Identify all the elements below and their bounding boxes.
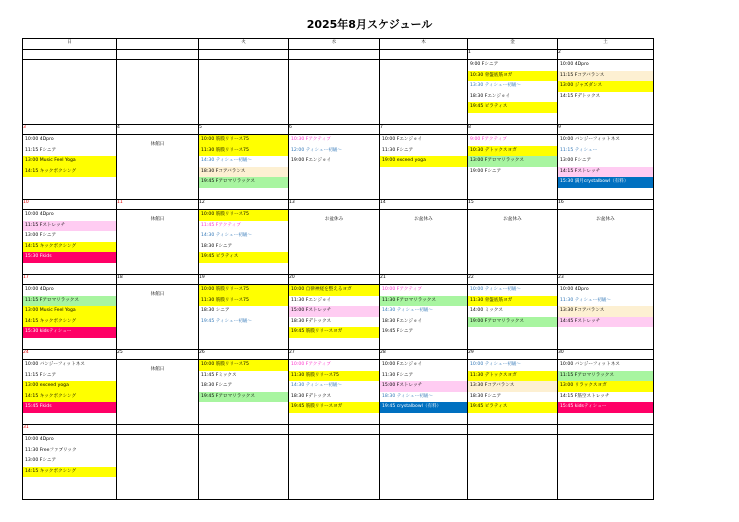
day-cell: [117, 60, 199, 125]
date-number: [380, 50, 468, 60]
class-event: 15:30 満月crystalbowl（有料）: [558, 177, 653, 188]
class-event: 10:00 4Dpro: [25, 212, 54, 217]
events-row: [23, 435, 654, 500]
date-number: 19: [199, 275, 289, 285]
day-cell: [199, 435, 289, 500]
date-row: [23, 275, 654, 285]
day-cell: [117, 135, 199, 200]
class-event: 11:15 Fシニア: [25, 372, 57, 378]
date-number: [289, 50, 380, 60]
day-cell: [23, 135, 117, 200]
class-event: 13:00 Music Feel Yoga: [23, 306, 116, 317]
class-event: 10:00 筋膜リリース75: [199, 210, 288, 221]
class-event: 14:15 キックボクシング: [23, 467, 116, 478]
class-event: 10:00 ティシュー初級〜: [470, 287, 521, 292]
date-row: [23, 425, 654, 435]
class-event: 14:15 F筋空ストレッチ: [560, 393, 610, 399]
day-cell: [468, 435, 558, 500]
day-cell: [380, 60, 468, 125]
day-cell: [289, 360, 380, 425]
class-event: 10:00 Fエンジョイ: [382, 362, 423, 367]
date-number: [289, 425, 380, 435]
class-event: 14:15 キックボクシング: [23, 167, 116, 178]
class-event: 10:00 ティシュー初級〜: [470, 362, 521, 367]
date-number: 5: [199, 125, 289, 135]
class-event: 19:45 ピラティス: [468, 402, 557, 413]
day-cell: [23, 435, 117, 500]
date-number: 7: [380, 125, 468, 135]
day-cell: [289, 60, 380, 125]
day-cell: [117, 285, 199, 350]
class-event: 18:30 ティシュー初級〜: [382, 393, 433, 399]
class-event: 11:30 デトックスヨガ: [468, 371, 557, 382]
class-event: 14:30 ティシュー初級〜: [201, 233, 252, 238]
day-cell: [558, 435, 654, 500]
date-number: 9: [558, 125, 654, 135]
day-cell: [468, 135, 558, 200]
day-cell: [199, 210, 289, 275]
class-event: 13:30 ティシュー初級〜: [470, 83, 521, 88]
page-title: 2025年8月スケジュール: [306, 18, 433, 31]
class-event: 19:45 ピラティス: [199, 252, 288, 263]
weekday-header: 火: [199, 39, 289, 50]
class-event: 10:00 Fアクティブ: [291, 362, 331, 367]
class-event: 19:00 Fシニア: [470, 168, 502, 174]
class-event: 13:30 Fコアバランス: [558, 306, 653, 317]
date-number: 29: [468, 350, 558, 360]
weekday-header: 日: [23, 39, 117, 50]
class-event: 10:00 バンジーフィットネス: [25, 362, 85, 367]
class-event: 19:45 crystalbowl（有料）: [380, 402, 467, 413]
class-event: 10:00 4Dpro: [25, 437, 54, 442]
day-cell: [558, 60, 654, 125]
day-cell: [117, 360, 199, 425]
closed-note: 休館日: [150, 142, 165, 147]
closed-note: 休館日: [150, 292, 165, 297]
date-row: [23, 350, 654, 360]
weekday-header: [117, 39, 199, 50]
class-event: 18:30 Fコアバランス: [199, 167, 288, 178]
day-cell: [558, 210, 654, 275]
date-number: 10: [23, 200, 117, 210]
day-cell: [23, 285, 117, 350]
day-cell: [289, 435, 380, 500]
date-number: 14: [380, 200, 468, 210]
closed-note: お盆休み: [414, 217, 433, 222]
class-event: 15:00 Fストレッチ: [289, 306, 379, 317]
weekday-header: 木: [380, 39, 468, 50]
day-cell: [23, 210, 117, 275]
class-event: 19:45 ピラティス: [468, 102, 557, 113]
day-cell: [199, 285, 289, 350]
day-cell: [380, 360, 468, 425]
day-cell: [468, 285, 558, 350]
day-cell: [468, 210, 558, 275]
day-cell: [117, 435, 199, 500]
closed-note: お盆休み: [503, 217, 522, 222]
class-event: 14:15 キックボクシング: [23, 242, 116, 253]
date-number: 21: [380, 275, 468, 285]
class-event: 15:45 Fkids: [23, 402, 116, 413]
class-event: 15:45 kidsティシュー: [558, 402, 653, 413]
date-number: 22: [468, 275, 558, 285]
events-row: [23, 285, 654, 350]
class-event: 18:30 Fデトックス: [291, 318, 332, 324]
class-event: 19:45 筋膜リリースヨガ: [289, 327, 379, 338]
class-event: 19:45 Fシニア: [382, 329, 414, 334]
class-event: 10:00 バンジーフィットネス: [560, 137, 620, 142]
date-number: [117, 50, 199, 60]
closed-note: 休館日: [150, 367, 165, 372]
date-number: 4: [117, 125, 199, 135]
class-event: 19:00 exceed yoga: [380, 156, 467, 167]
date-number: 25: [117, 350, 199, 360]
class-event: 14:15 キックボクシング: [23, 317, 116, 328]
day-cell: [380, 285, 468, 350]
class-event: 18:30 Fエンジョイ: [382, 318, 423, 324]
class-event: 10:00 筋膜リリース75: [199, 285, 288, 296]
class-event: 11:30 筋膜リリース75: [289, 371, 379, 382]
class-event: 11:30 ティシュー初級〜: [560, 297, 611, 303]
class-event: 11:15 ティシュー: [560, 147, 598, 153]
closed-note: お盆休み: [324, 217, 344, 222]
date-number: [558, 425, 654, 435]
date-number: [23, 50, 117, 60]
date-number: 27: [289, 350, 380, 360]
weekday-header: 土: [558, 39, 654, 50]
day-cell: [289, 285, 380, 350]
class-event: 18:30 Fシニア: [201, 243, 233, 249]
class-event: 10:00 筋膜リリース75: [199, 135, 288, 146]
class-event: 19:45 筋膜リリースヨガ: [289, 402, 379, 413]
class-event: 11:15 Fシニア: [25, 147, 57, 153]
date-number: [468, 425, 558, 435]
class-event: 19:00 Fアロマリラックス: [468, 317, 557, 328]
class-event: 14:15 Fストレッチ: [558, 167, 653, 178]
date-number: 30: [558, 350, 654, 360]
class-event: 10:30 デトックスヨガ: [468, 146, 557, 157]
closed-note: お盆休み: [596, 217, 615, 222]
day-cell: [380, 210, 468, 275]
day-cell: [468, 360, 558, 425]
class-event: 13:00 Fシニア: [25, 458, 57, 463]
class-event: 11:45 Fミックス: [201, 372, 237, 378]
date-number: [199, 425, 289, 435]
class-event: 14:30 ティシュー初級〜: [291, 383, 342, 388]
class-event: 9:00 Fアクティブ: [470, 137, 507, 142]
class-event: 15:30 kidsティシュー: [23, 327, 116, 338]
day-cell: [558, 135, 654, 200]
weekday-header: 水: [289, 39, 380, 50]
day-cell: [558, 285, 654, 350]
day-cell: [468, 60, 558, 125]
date-number: 1: [468, 50, 558, 60]
date-number: [380, 425, 468, 435]
date-row: [23, 125, 654, 135]
date-number: 28: [380, 350, 468, 360]
weekday-header: 金: [468, 39, 558, 50]
date-number: 16: [558, 200, 654, 210]
date-number: [199, 50, 289, 60]
class-event: 10:00 Fエンジョイ: [382, 137, 423, 142]
date-number: 13: [289, 200, 380, 210]
class-event: 15:30 Fkids: [23, 252, 116, 263]
day-cell: [558, 360, 654, 425]
class-event: 14:00 ミックス: [470, 308, 503, 313]
date-number: 3: [23, 125, 117, 135]
date-number: [117, 425, 199, 435]
events-row: [23, 360, 654, 425]
class-event: 11:15 Fコアバランス: [558, 71, 653, 82]
class-event: 11:15 Fアロマリラックス: [23, 296, 116, 307]
class-event: 10:00 4Dpro: [560, 62, 589, 67]
class-event: 11:30 Fシニア: [382, 372, 414, 378]
day-cell: [199, 360, 289, 425]
date-number: 17: [23, 275, 117, 285]
class-event: 13:00 Music Feel Yoga: [23, 156, 116, 167]
day-cell: [199, 60, 289, 125]
class-event: 13:30 Fコアバランス: [468, 381, 557, 392]
date-number: 12: [199, 200, 289, 210]
class-event: 10:30 Fアクティブ: [291, 137, 331, 142]
class-event: 19:45 Fアロマリラックス: [199, 392, 288, 403]
class-event: 10:00 4Dpro: [560, 287, 589, 292]
class-event: 14:15 Fデトックス: [560, 93, 601, 99]
date-number: 11: [117, 200, 199, 210]
class-event: 13:00 リラックスヨガ: [558, 381, 653, 392]
class-event: 10:00 筋膜リリース75: [199, 360, 288, 371]
date-number: 6: [289, 125, 380, 135]
date-number: 24: [23, 350, 117, 360]
class-event: 12:00 ティシュー初級〜: [291, 147, 342, 153]
class-event: 18:30 シニア: [201, 308, 230, 313]
class-event: 13:00 exceed yoga: [23, 381, 116, 392]
schedule-calendar: [22, 38, 654, 500]
events-row: [23, 135, 654, 200]
class-event: 10:00 4Dpro: [25, 137, 54, 142]
class-event: 11:30 骨盤底筋ヨガ: [468, 296, 557, 307]
date-number: 2: [558, 50, 654, 60]
class-event: 10:00 バンジーフィットネス: [560, 362, 620, 367]
date-number: 15: [468, 200, 558, 210]
class-event: 11:30 筋膜リリース75: [199, 296, 288, 307]
class-event: 14:30 ティシュー初級〜: [382, 308, 433, 313]
events-row: [23, 60, 654, 125]
day-cell: [289, 135, 380, 200]
class-event: 10:00 4Dpro: [25, 287, 54, 292]
date-row: [23, 50, 654, 60]
class-event: 11:30 Fアロマリラックス: [380, 296, 467, 307]
day-cell: [380, 435, 468, 500]
date-number: 20: [289, 275, 380, 285]
class-event: 14:30 ティシュー初級〜: [201, 158, 252, 163]
class-event: 11:30 Fエンジョイ: [291, 297, 332, 303]
day-cell: [380, 135, 468, 200]
date-row: [23, 200, 654, 210]
closed-note: 休館日: [150, 217, 165, 222]
date-number: 31: [23, 425, 117, 435]
class-event: 11:30 Fシニア: [382, 147, 414, 153]
date-number: 8: [468, 125, 558, 135]
class-event: 11:45 Fアクティブ: [201, 222, 241, 228]
date-number: 23: [558, 275, 654, 285]
class-event: 10:00 自律神経を整えるヨガ: [289, 285, 379, 296]
events-row: [23, 210, 654, 275]
class-event: 15:00 Fストレッチ: [380, 381, 467, 392]
weekday-header-row: [23, 39, 654, 50]
day-cell: [289, 210, 380, 275]
class-event: 11:30 筋膜リリース75: [199, 146, 288, 157]
class-event: 18:30 Fシニア: [470, 393, 502, 399]
class-event: 19:45 ティシュー初級〜: [201, 318, 252, 324]
class-event: 10:00 Fアクティブ: [382, 287, 422, 292]
class-event: 19:45 Fアロマリラックス: [199, 177, 288, 188]
class-event: 19:00 Fエンジョイ: [291, 158, 332, 163]
day-cell: [23, 60, 117, 125]
class-event: 11:15 Fストレッチ: [23, 221, 116, 232]
class-event: 13:00 Fシニア: [25, 233, 57, 238]
day-cell: [199, 135, 289, 200]
day-cell: [117, 210, 199, 275]
class-event: 13:00 Fシニア: [560, 158, 592, 163]
class-event: 18:30 Fデトックス: [291, 393, 332, 399]
class-event: 13:00 Fアロマリラックス: [468, 156, 557, 167]
class-event: 11:30 Freeファブリック: [25, 447, 77, 453]
day-cell: [23, 360, 117, 425]
class-event: 14:45 Fストレッチ: [558, 317, 653, 328]
class-event: 13:00 ジャズダンス: [558, 81, 653, 92]
date-number: 26: [199, 350, 289, 360]
class-event: 14:15 キックボクシング: [23, 392, 116, 403]
class-event: 10:30 骨盤底筋ヨガ: [468, 71, 557, 82]
class-event: 18:30 Fシニア: [201, 383, 233, 388]
class-event: 11:15 Fアロマリラックス: [558, 371, 653, 382]
class-event: 18:30 Fエンジョイ: [470, 93, 511, 99]
class-event: 9:00 Fシニア: [470, 62, 499, 67]
date-number: 18: [117, 275, 199, 285]
